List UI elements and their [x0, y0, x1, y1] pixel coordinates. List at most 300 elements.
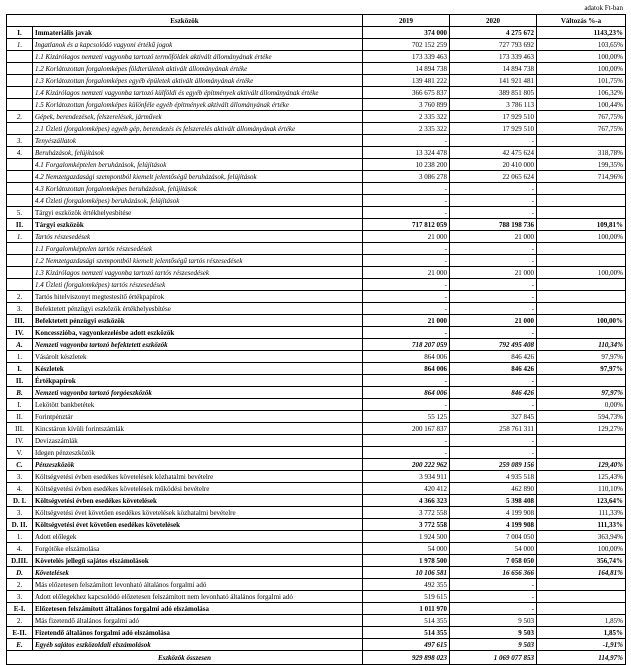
row-change-value: 100,00% — [537, 267, 626, 279]
row-label: 1.3 Kizárólagos nemzeti vagyonba tartozó tartós részesedések — [33, 267, 363, 279]
row-year2-value: - — [450, 243, 537, 255]
row-label: Adott előlegekhez kapcsolódó előzetesen felszámított nem levonható általános forgalmi adó — [33, 591, 363, 603]
total-change: 114,97% — [537, 651, 626, 665]
row-label: 1.4 Üzleti (forgalomképes) tartós részesedések — [33, 279, 363, 291]
row-year2-value: 173 339 463 — [450, 51, 537, 63]
row-number — [7, 243, 33, 255]
row-year2-value: - — [450, 603, 537, 615]
row-number: 1. — [7, 531, 33, 543]
row-label: Követelés jellegű sajátos elszámolások — [33, 555, 363, 567]
row-year1-value: - — [363, 195, 450, 207]
row-label: Előzetesen felszámított általános forgalmi adó elszámolása — [33, 603, 363, 615]
row-year2-value: 17 929 510 — [450, 111, 537, 123]
table-row — [7, 303, 626, 315]
row-year1-value: - — [363, 243, 450, 255]
row-number: III. — [7, 315, 33, 327]
row-change-value: 101,75% — [537, 75, 626, 87]
row-label: Nemzeti vagyonba tartozó forgóeszközök — [33, 387, 363, 399]
row-year2-value: 846 426 — [450, 387, 537, 399]
row-year1-value: 492 355 — [363, 579, 450, 591]
table-row — [7, 99, 626, 111]
row-number: V. — [7, 447, 33, 459]
row-label: 4.3 Korlátozottan forgalomképes beruházások, felújítások — [33, 183, 363, 195]
row-label: Költségvetési évet követően esedékes követelések — [33, 519, 363, 531]
row-year2-value: 17 929 510 — [450, 123, 537, 135]
row-change-value: 356,74% — [537, 555, 626, 567]
row-label: Befektetett pénzügyi eszközök — [33, 315, 363, 327]
table-row — [7, 207, 626, 219]
table-row — [7, 147, 626, 159]
row-change-value: 97,97% — [537, 351, 626, 363]
table-row — [7, 471, 626, 483]
row-year1-value: - — [363, 327, 450, 339]
row-change-value: 164,81% — [537, 567, 626, 579]
table-row — [7, 639, 626, 651]
table-row — [7, 543, 626, 555]
row-label: Költségvetési évben esedékes követelések — [33, 495, 363, 507]
row-year2-value: - — [450, 183, 537, 195]
row-change-value: 767,75% — [537, 111, 626, 123]
row-number: 2. — [7, 579, 33, 591]
row-year2-value: - — [450, 207, 537, 219]
table-row — [7, 219, 626, 231]
row-change-value: 100,00% — [537, 63, 626, 75]
row-year2-value: - — [450, 447, 537, 459]
row-year2-value: 327 845 — [450, 411, 537, 423]
row-change-value: 125,43% — [537, 471, 626, 483]
row-label: Költségvetési évet követően esedékes követelések közhatalmi bevételre — [33, 507, 363, 519]
row-label: 4.1 Forgalomképtelen beruházások, felújítások — [33, 159, 363, 171]
row-label: Gépek, berendezések, felszerelések, járművek — [33, 111, 363, 123]
row-year1-value: 21 000 — [363, 315, 450, 327]
row-year2-value: 141 921 481 — [450, 75, 537, 87]
row-year1-value: 1 978 500 — [363, 555, 450, 567]
row-year1-value: 864 006 — [363, 363, 450, 375]
row-year2-value: 16 656 366 — [450, 567, 537, 579]
row-change-value: 97,97% — [537, 363, 626, 375]
table-row — [7, 255, 626, 267]
row-number: I. — [7, 399, 33, 411]
row-change-value: 199,35% — [537, 159, 626, 171]
row-year2-value: - — [450, 579, 537, 591]
row-year2-value: - — [450, 279, 537, 291]
row-change-value: 1143,23% — [537, 27, 626, 39]
row-change-value — [537, 255, 626, 267]
row-year1-value: 4 366 323 — [363, 495, 450, 507]
row-year1-value: 514 355 — [363, 627, 450, 639]
row-number: 2. — [7, 111, 33, 123]
row-year1-value: 2 335 322 — [363, 123, 450, 135]
row-year1-value: 139 481 222 — [363, 75, 450, 87]
table-row — [7, 495, 626, 507]
row-label: 1.4 Kizárólagos nemzeti vagyonba tartozó külföldi és egyéb építmények aktivált állományának értéke — [33, 87, 363, 99]
row-change-value: 97,97% — [537, 387, 626, 399]
row-year1-value: 3 760 899 — [363, 99, 450, 111]
row-label: Forgótőke elszámolása — [33, 543, 363, 555]
table-row — [7, 75, 626, 87]
row-change-value: 318,78% — [537, 147, 626, 159]
total-year1: 929 898 023 — [363, 651, 450, 665]
column-header-name: Eszközök — [7, 15, 363, 27]
total-label: Eszközök összesen — [7, 651, 363, 665]
row-number: E-II. — [7, 627, 33, 639]
table-row — [7, 591, 626, 603]
row-year1-value: 1 924 500 — [363, 531, 450, 543]
row-year2-value: 20 410 000 — [450, 159, 537, 171]
row-label: Tárgyi eszközök — [33, 219, 363, 231]
table-row — [7, 231, 626, 243]
row-year2-value: 14 894 738 — [450, 63, 537, 75]
row-label: Értékpapírok — [33, 375, 363, 387]
row-year2-value: 3 786 113 — [450, 99, 537, 111]
row-change-value: 111,33% — [537, 519, 626, 531]
row-number — [7, 159, 33, 171]
total-year2: 1 069 077 853 — [450, 651, 537, 665]
row-year1-value: 200 222 962 — [363, 459, 450, 471]
row-year1-value: 1 011 970 — [363, 603, 450, 615]
row-change-value — [537, 435, 626, 447]
row-year2-value: 4 199 908 — [450, 507, 537, 519]
table-row — [7, 531, 626, 543]
row-change-value: 103,65% — [537, 39, 626, 51]
row-year2-value: 7 058 050 — [450, 555, 537, 567]
row-year1-value: 366 675 837 — [363, 87, 450, 99]
row-change-value: 110,10% — [537, 483, 626, 495]
row-change-value: 100,00% — [537, 51, 626, 63]
row-change-value — [537, 303, 626, 315]
row-change-value: 0,00% — [537, 399, 626, 411]
row-year2-value: 21 000 — [450, 231, 537, 243]
row-label: Forintpénztár — [33, 411, 363, 423]
row-label: Egyéb sajátos eszközoldali elszámolások — [33, 639, 363, 651]
row-year1-value: 864 006 — [363, 387, 450, 399]
table-row — [7, 327, 626, 339]
row-year1-value: 374 000 — [363, 27, 450, 39]
table-row — [7, 351, 626, 363]
row-year1-value: - — [363, 207, 450, 219]
row-label: 1.2 Korlátozottan forgalomképes földterületek aktivált állományának értéke — [33, 63, 363, 75]
row-number — [7, 75, 33, 87]
column-header-year2: 2020 — [450, 15, 537, 27]
row-number: 3. — [7, 303, 33, 315]
row-year2-value: - — [450, 591, 537, 603]
row-year2-value: - — [450, 375, 537, 387]
row-year1-value: 497 615 — [363, 639, 450, 651]
row-number: III. — [7, 423, 33, 435]
row-number: 2. — [7, 291, 33, 303]
row-change-value: 100,00% — [537, 315, 626, 327]
row-number: 5. — [7, 207, 33, 219]
row-year1-value: 718 207 059 — [363, 339, 450, 351]
table-row — [7, 411, 626, 423]
row-label: Más előzetesen felszámított levonható általános forgalmi adó — [33, 579, 363, 591]
row-label: Lekötött bankbetétek — [33, 399, 363, 411]
row-number: 4. — [7, 543, 33, 555]
row-number: I. — [7, 27, 33, 39]
row-year1-value: - — [363, 183, 450, 195]
row-year2-value: 21 000 — [450, 315, 537, 327]
row-year1-value: 3 772 558 — [363, 519, 450, 531]
row-change-value: 767,75% — [537, 123, 626, 135]
row-label: 1.1 Forgalomképtelen tartós részesedések — [33, 243, 363, 255]
row-number: 3. — [7, 135, 33, 147]
table-row — [7, 363, 626, 375]
row-year1-value: 13 324 478 — [363, 147, 450, 159]
table-row — [7, 447, 626, 459]
row-number: 1. — [7, 231, 33, 243]
row-year1-value: - — [363, 375, 450, 387]
row-change-value: 129,40% — [537, 459, 626, 471]
row-label: 1.3 Korlátozottan forgalomképes egyéb épületek aktivált állományának értéke — [33, 75, 363, 87]
table-row — [7, 567, 626, 579]
row-year2-value: 21 000 — [450, 267, 537, 279]
row-number — [7, 255, 33, 267]
row-year1-value: 10 106 581 — [363, 567, 450, 579]
row-label: Tárgyi eszközök értékhelyesbítése — [33, 207, 363, 219]
row-label: Koncesszióba, vagyonkezelésbe adott eszközök — [33, 327, 363, 339]
unit-note: adatok Ft-ban — [584, 4, 623, 12]
row-number — [7, 195, 33, 207]
row-label: 2.1 Üzleti (forgalomképes) egyéb gép, berendezés és felszerelés aktivált állományának értéke — [33, 123, 363, 135]
row-label: 4.4 Üzleti (forgalomképes) beruházások, felújítások — [33, 195, 363, 207]
row-number — [7, 63, 33, 75]
row-change-value — [537, 279, 626, 291]
row-number — [7, 123, 33, 135]
row-label: Kincstáron kívüli forintszámlák — [33, 423, 363, 435]
row-number: E-I. — [7, 603, 33, 615]
row-label: Tartós részesedések — [33, 231, 363, 243]
row-change-value: 110,34% — [537, 339, 626, 351]
row-change-value: 106,32% — [537, 87, 626, 99]
row-number — [7, 183, 33, 195]
row-number: 1. — [7, 39, 33, 51]
row-year2-value: - — [450, 303, 537, 315]
row-year2-value: - — [450, 399, 537, 411]
row-label: 1.2 Nemzetgazdasági szempontból kiemelt jelentőségű tartós részesedések — [33, 255, 363, 267]
row-year2-value: 727 793 692 — [450, 39, 537, 51]
row-change-value: 129,27% — [537, 423, 626, 435]
row-number: D. — [7, 567, 33, 579]
table-row — [7, 603, 626, 615]
row-label: Más fizetendő általános forgalmi adó — [33, 615, 363, 627]
row-number: 4. — [7, 147, 33, 159]
row-year2-value: 9 503 — [450, 639, 537, 651]
header-row — [7, 15, 626, 27]
table-row — [7, 435, 626, 447]
row-change-value — [537, 291, 626, 303]
column-header-change: Változás %-a — [537, 15, 626, 27]
row-year2-value: - — [450, 327, 537, 339]
row-change-value — [537, 375, 626, 387]
row-year1-value: - — [363, 135, 450, 147]
row-label: Immateriális javak — [33, 27, 363, 39]
table-row — [7, 483, 626, 495]
table-row — [7, 111, 626, 123]
row-year2-value: 258 761 311 — [450, 423, 537, 435]
row-label: Beruházások, felújítások — [33, 147, 363, 159]
row-year1-value: 3 086 278 — [363, 171, 450, 183]
table-row — [7, 615, 626, 627]
row-year2-value: 9 503 — [450, 627, 537, 639]
table-row — [7, 123, 626, 135]
row-label: Idegen pénzeszközök — [33, 447, 363, 459]
table-row — [7, 507, 626, 519]
row-label: Pénzeszközök — [33, 459, 363, 471]
row-number: IV. — [7, 435, 33, 447]
row-year1-value: - — [363, 447, 450, 459]
row-year1-value: - — [363, 291, 450, 303]
row-change-value: -1,91% — [537, 639, 626, 651]
row-change-value: 100,44% — [537, 99, 626, 111]
row-label: 4.2 Nemzetgazdasági szempontból kiemelt jelentőségű beruházások, felújítások — [33, 171, 363, 183]
row-year2-value: 5 398 408 — [450, 495, 537, 507]
table-row — [7, 87, 626, 99]
row-year2-value: 788 198 736 — [450, 219, 537, 231]
row-year2-value: 4 199 908 — [450, 519, 537, 531]
row-year2-value: 462 890 — [450, 483, 537, 495]
row-number: II. — [7, 375, 33, 387]
row-label: Vásárolt készletek — [33, 351, 363, 363]
row-year1-value: 514 355 — [363, 615, 450, 627]
table-row — [7, 519, 626, 531]
row-year2-value: - — [450, 195, 537, 207]
row-change-value: 109,81% — [537, 219, 626, 231]
table-header — [7, 15, 626, 27]
row-label: Költségvetési évben esedékes követelések működési bevételre — [33, 483, 363, 495]
row-year2-value: 846 426 — [450, 363, 537, 375]
row-label: Készletek — [33, 363, 363, 375]
row-year1-value: 420 412 — [363, 483, 450, 495]
row-year2-value: 7 004 050 — [450, 531, 537, 543]
table-row — [7, 315, 626, 327]
table-row — [7, 579, 626, 591]
row-number — [7, 87, 33, 99]
row-number: E. — [7, 639, 33, 651]
table-row — [7, 243, 626, 255]
row-year1-value: - — [363, 435, 450, 447]
row-year2-value: - — [450, 435, 537, 447]
table-row — [7, 423, 626, 435]
table-row — [7, 279, 626, 291]
row-number: 1. — [7, 351, 33, 363]
row-year1-value: 864 006 — [363, 351, 450, 363]
row-number: 3. — [7, 507, 33, 519]
row-change-value — [537, 579, 626, 591]
row-year2-value: 42 475 624 — [450, 147, 537, 159]
row-change-value: 594,73% — [537, 411, 626, 423]
row-label: Nemzeti vagyonba tartozó befektetett eszközök — [33, 339, 363, 351]
row-label: 1.1 Kizárólagos nemzeti vagyonba tartozó termőföldek aktivált állományának értéke — [33, 51, 363, 63]
table-row — [7, 267, 626, 279]
row-label: Fizetendő általános forgalmi adó elszámolása — [33, 627, 363, 639]
row-label: Tenyészállatok — [33, 135, 363, 147]
row-number: 3. — [7, 471, 33, 483]
row-change-value: 123,64% — [537, 495, 626, 507]
row-change-value — [537, 195, 626, 207]
table-row — [7, 39, 626, 51]
table-row — [7, 171, 626, 183]
row-label: Devizaszámlák — [33, 435, 363, 447]
row-year2-value: 259 089 156 — [450, 459, 537, 471]
row-label: Költségvetési évben esedékes követelések közhatalmi bevételre — [33, 471, 363, 483]
table-row — [7, 339, 626, 351]
row-change-value — [537, 603, 626, 615]
row-number: C. — [7, 459, 33, 471]
row-number — [7, 171, 33, 183]
row-year1-value: 702 152 259 — [363, 39, 450, 51]
row-change-value: 100,00% — [537, 543, 626, 555]
row-number: D. I. — [7, 495, 33, 507]
row-label: 1.5 Korlátozottan forgalomképes különféle egyéb építmények aktivált állományának értéke — [33, 99, 363, 111]
row-year2-value: - — [450, 291, 537, 303]
row-number: D. II. — [7, 519, 33, 531]
row-year2-value: 4 935 518 — [450, 471, 537, 483]
row-label: Ingatlanok és a kapcsolódó vagyoni értékű jogok — [33, 39, 363, 51]
row-year2-value: 54 000 — [450, 543, 537, 555]
table-row — [7, 135, 626, 147]
row-number — [7, 267, 33, 279]
table-row — [7, 27, 626, 39]
row-change-value: 363,94% — [537, 531, 626, 543]
assets-balance-table — [6, 14, 626, 665]
row-number: B. — [7, 387, 33, 399]
row-change-value: 1,85% — [537, 615, 626, 627]
total-row — [7, 651, 626, 665]
row-year2-value: 792 495 408 — [450, 339, 537, 351]
row-year1-value: - — [363, 303, 450, 315]
row-number — [7, 51, 33, 63]
row-year2-value: 9 503 — [450, 615, 537, 627]
row-number: A. — [7, 339, 33, 351]
row-year1-value: - — [363, 399, 450, 411]
row-year1-value: 200 167 837 — [363, 423, 450, 435]
row-change-value — [537, 591, 626, 603]
table-row — [7, 195, 626, 207]
row-year1-value: - — [363, 255, 450, 267]
row-year1-value: 717 812 059 — [363, 219, 450, 231]
table-row — [7, 375, 626, 387]
row-change-value — [537, 183, 626, 195]
row-year1-value: 55 125 — [363, 411, 450, 423]
table-footer — [7, 651, 626, 665]
row-year1-value: 173 339 463 — [363, 51, 450, 63]
row-year1-value: 3 934 911 — [363, 471, 450, 483]
row-year2-value: 22 065 624 — [450, 171, 537, 183]
table-row — [7, 291, 626, 303]
row-change-value — [537, 327, 626, 339]
row-number — [7, 279, 33, 291]
row-year1-value: 21 000 — [363, 267, 450, 279]
table-body — [7, 27, 626, 651]
row-label: Követelések — [33, 567, 363, 579]
row-label: Tartós hitelviszonyt megtestesítő értékpapírok — [33, 291, 363, 303]
row-change-value: 1,85% — [537, 627, 626, 639]
row-year1-value: 2 335 322 — [363, 111, 450, 123]
row-number: II. — [7, 219, 33, 231]
table-row — [7, 387, 626, 399]
row-year1-value: 21 000 — [363, 231, 450, 243]
table-row — [7, 555, 626, 567]
column-header-year1: 2019 — [363, 15, 450, 27]
row-year2-value: - — [450, 255, 537, 267]
row-label: Befektetett pénzügyi eszközök értékhelyesbítése — [33, 303, 363, 315]
row-number: 4. — [7, 483, 33, 495]
row-change-value — [537, 207, 626, 219]
row-year1-value: - — [363, 279, 450, 291]
row-change-value: 100,00% — [537, 231, 626, 243]
row-number: 3. — [7, 591, 33, 603]
table-row — [7, 51, 626, 63]
